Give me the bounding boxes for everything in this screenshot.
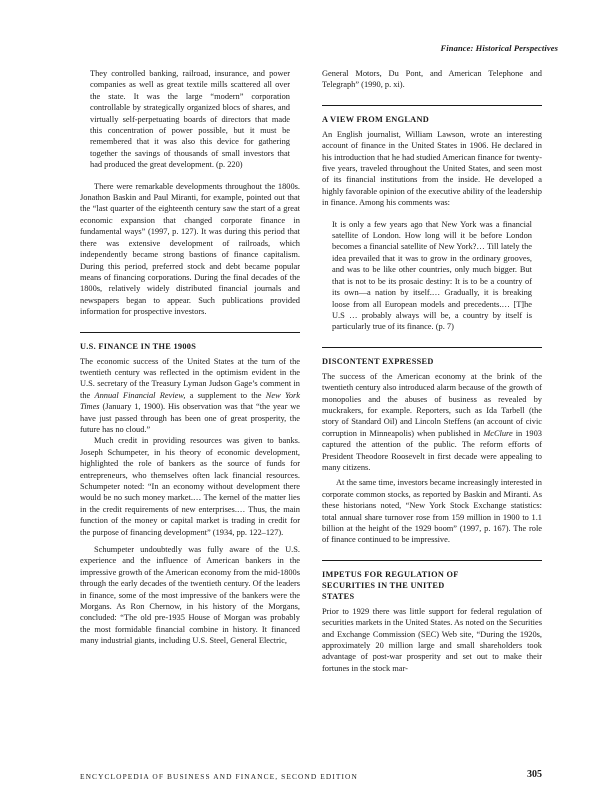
paragraph: An English journalist, William Lawson, wrote an interesting account of finance in the United States in 1906. He declared in his introduction that he had studied American finance for twenty-five years, traveled throughout the United States, and seen most of its financial institutions from the inside. He developed a highly favorable opinion of the executive ability of the leadership in finance. Among his comments was: xyxy=(322,129,542,208)
section-heading: DISCONTENT EXPRESSED xyxy=(322,356,434,366)
paragraph: Schumpeter undoubtedly was fully aware of the U.S. experience and the influence of American bankers in the impressive growth of the American economy from the mid-1800s through the early decades of the twentieth century. Of the leaders in finance, some of the most impressive of the bankers were the Morgans. As Ron Chernow, in his history of the Morgans, concluded: “The old pre-1935 House of Morgan was probably the most formidable financial combine in history. It financed many industrial giants, including U.S. Steel, General Electric, xyxy=(80,545,300,646)
section-heading: A VIEW FROM ENGLAND xyxy=(322,114,430,124)
section-rule xyxy=(322,347,542,348)
footer-publication: ENCYCLOPEDIA OF BUSINESS AND FINANCE, SECOND EDITION xyxy=(80,772,358,781)
paragraph: Prior to 1929 there was little support for federal regulation of securities markets in the United States. As noted on the Securities and Exchange Commission (SEC) Web site, “During the 1920s, approximately 20 million large and small shareholders took advantage of post-war prosperity and set out to make their fortunes in the stock mar- xyxy=(322,606,542,673)
block-quote: It is only a few years ago that New York was a financial satellite of London. How long will it be before London becomes a financial satellite of New York?… Till lately the idea prevailed that it was to grow in the ordinary grooves, and was to be like other countries, only much bigger. But that is not to be its prosaic destiny: It is to be a country of its own—a nation by itself.… Gradually, it is breaking loose from all European models and precedents.… [T]he U.S … probably always will be, a country by itself is particularly true of its finance. (p. 7) xyxy=(332,219,532,332)
section-heading: U.S. FINANCE IN THE 1900S xyxy=(80,341,197,351)
running-head: Finance: Historical Perspectives xyxy=(440,43,558,53)
paragraph: The success of the American economy at the brink of the twentieth century also introduced alarm because of the growth of monopolies and the abuses of business as revealed by muckrakers, for example. Reporters, such as Ida Tarbell (the story of Standard Oil) and Lincoln Steffens (an account of civic corruption in Minneapolis) when published in McClure in 1903 captured the attention of the public. The reform efforts of President Theodore Roosevelt in first decade were appealing to many citizens. xyxy=(322,371,542,472)
paragraph: The economic success of the United States at the turn of the twentieth century was reflected in the optimism evident in the U.S. secretary of the Treasury Lyman Judson Gage’s comment in the Annual Financial Review, a supplement to the New York Times (January 1, 1900). His observation was that “the year we have just passed through has been one of great prosperity, the future has no cloud.” xyxy=(80,356,300,434)
paragraph: There were remarkable developments throughout the 1800s. Jonathon Baskin and Paul Miranti, for example, pointed out that the “last quarter of the eighteenth century saw the start of a great economic expansion that changed corporate finance in fundamental ways” (1997, p. 127). It was during this period that there was extensive development of railroads, which independently became strong bastions of finance capitalism. During this period, preferred stock and debt became popular means of financing corporations. During the final decades of the 1800s, relatively widely distributed financial journals and newspapers began to appear. Such publications provided information for prospective investors. xyxy=(80,181,300,317)
left-column xyxy=(80,68,300,647)
paragraph: Much credit in providing resources was given to banks. Joseph Schumpeter, in his theory of economic development, highlighted the role of bankers as the source of funds for entrepreneurs, who themselves often lack financial resources. Schumpeter noted: “In an economy without development there would be no such money market.… The kernel of the matter lies in the credit requirements of new enterprises.… Thus, the main function of the money or capital market is trading in credit for the purpose of financing development” (1934, pp. 122–127). xyxy=(80,436,300,537)
section-rule xyxy=(80,332,300,333)
section-heading: IMPETUS FOR REGULATION OF SECURITIES IN THE UNITED STATES xyxy=(322,569,459,601)
section-rule xyxy=(322,105,542,106)
paragraph: At the same time, investors became increasingly interested in corporate common stocks, as reported by Baskin and Miranti. As these historians noted, “New York Stock Exchange statistics: total annual share turnover rose from 159 million in 1900 to 1.1 billion at the height of the 1929 boom” (1997, p. 167). The role of finance continued to be impressive. xyxy=(322,478,542,545)
block-quote: They controlled banking, railroad, insurance, and power companies as well as great textile mills scattered all over the state. It was the large “modern” corporation controllable by strategically organized blocs of shares, and virtually self-perpetuating boards of directors that made this concentration of power possible, but it must be remembered that it was also this device for gathering together the savings of thousands of small investors that had produced the great development. (p. 220) xyxy=(90,69,290,170)
right-column xyxy=(322,68,542,674)
paragraph: General Motors, Du Pont, and American Telephone and Telegraph” (1990, p. xi). xyxy=(322,69,542,90)
page-number: 305 xyxy=(527,769,542,780)
section-rule xyxy=(322,560,542,561)
